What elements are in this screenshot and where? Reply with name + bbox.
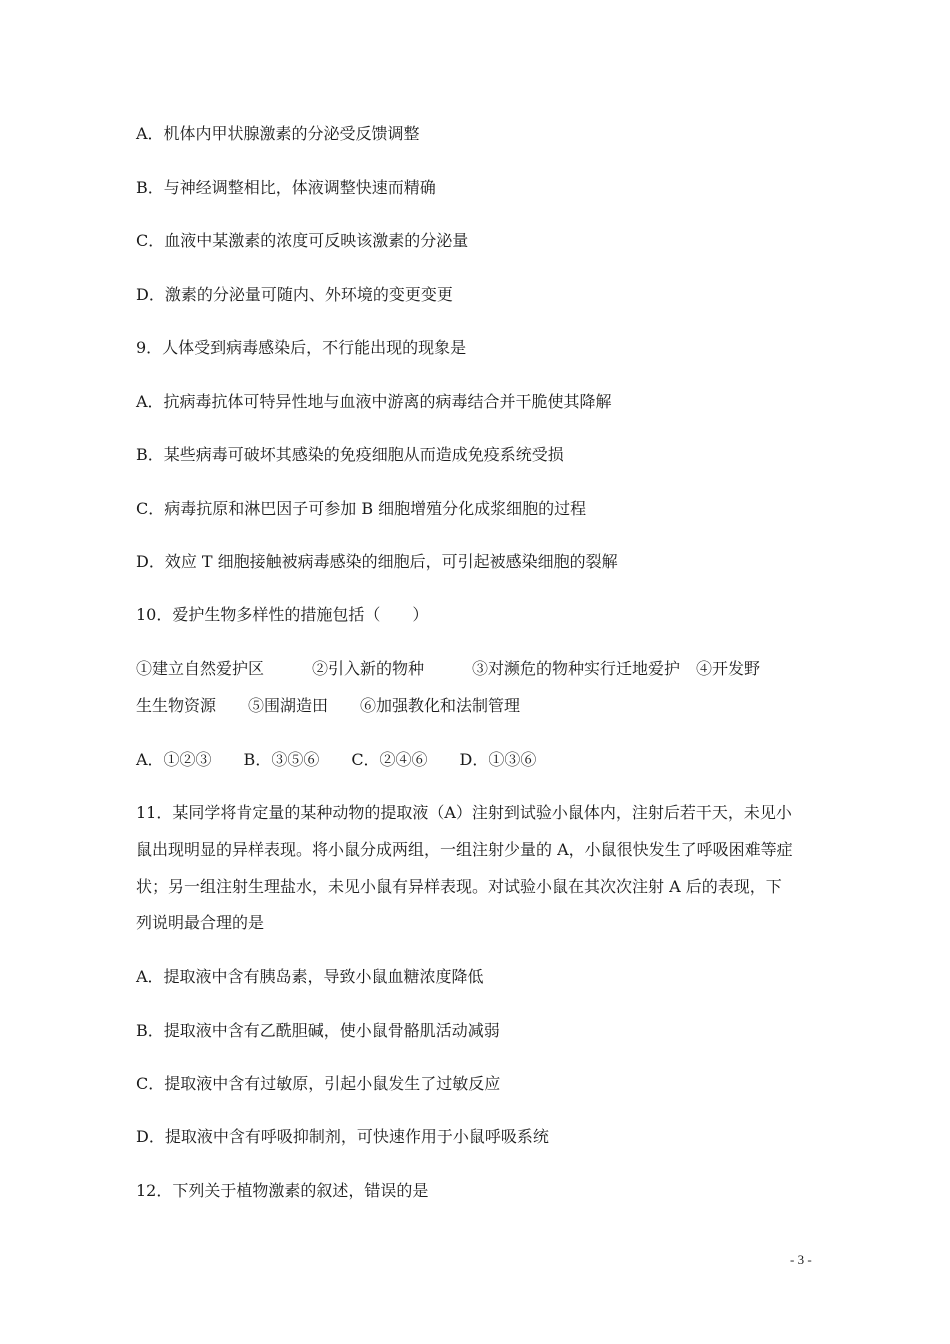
q9-option-a: A．抗病毒抗体可特异性地与血液中游离的病毒结合并干脆使其降解 <box>136 392 612 411</box>
q11-option-d: D．提取液中含有呼吸抑制剂，可快速作用于小鼠呼吸系统 <box>136 1127 549 1146</box>
q9-option-c: C．病毒抗原和淋巴因子可参加 B 细胞增殖分化成浆细胞的过程 <box>136 499 587 518</box>
q11-option-c: C．提取液中含有过敏原，引起小鼠发生了过敏反应 <box>136 1074 501 1093</box>
q9-option-b: B．某些病毒可破坏其感染的免疫细胞从而造成免疫系统受损 <box>136 445 564 464</box>
page-number: - 3 - <box>790 1252 812 1267</box>
q8-option-c: C．血液中某激素的浓度可反映该激素的分泌量 <box>136 231 469 250</box>
q10-items-line2: 生生物资源 ⑤围湖造田 ⑥加强教化和法制管理 <box>136 696 521 715</box>
q11-stem-line4: 列说明最合理的是 <box>136 913 265 932</box>
q11-stem-line1: 11．某同学将肯定量的某种动物的提取液（A）注射到试验小鼠体内，注射后若干天，未见小 <box>136 803 792 822</box>
q8-option-d: D．激素的分泌量可随内、外环境的变更变更 <box>136 285 453 304</box>
q10-stem: 10．爱护生物多样性的措施包括（ ） <box>136 605 429 624</box>
q9-stem: 9．人体受到病毒感染后，不行能出现的现象是 <box>136 338 467 357</box>
q12-stem: 12．下列关于植物激素的叙述，错误的是 <box>136 1181 429 1200</box>
q11-option-b: B．提取液中含有乙酰胆碱，使小鼠骨骼肌活动减弱 <box>136 1021 500 1040</box>
q10-items-line1: ①建立自然爱护区 ②引入新的物种 ③对濒危的物种实行迁地爱护 ④开发野 <box>136 659 761 678</box>
q9-option-d: D．效应 T 细胞接触被病毒感染的细胞后，可引起被感染细胞的裂解 <box>136 552 618 571</box>
q11-stem-line3: 状；另一组注射生理盐水，未见小鼠有异样表现。对试验小鼠在其次次注射 A 后的表现，下 <box>136 877 782 896</box>
q8-option-a: A．机体内甲状腺激素的分泌受反馈调整 <box>136 124 420 143</box>
q11-option-a: A．提取液中含有胰岛素，导致小鼠血糖浓度降低 <box>136 967 484 986</box>
q10-choices: A．①②③ B．③⑤⑥ C．②④⑥ D．①③⑥ <box>136 750 537 769</box>
q8-option-b: B．与神经调整相比，体液调整快速而精确 <box>136 178 436 197</box>
q11-stem-line2: 鼠出现明显的异样表现。将小鼠分成两组，一组注射少量的 A，小鼠很快发生了呼吸困难等症 <box>136 840 793 859</box>
